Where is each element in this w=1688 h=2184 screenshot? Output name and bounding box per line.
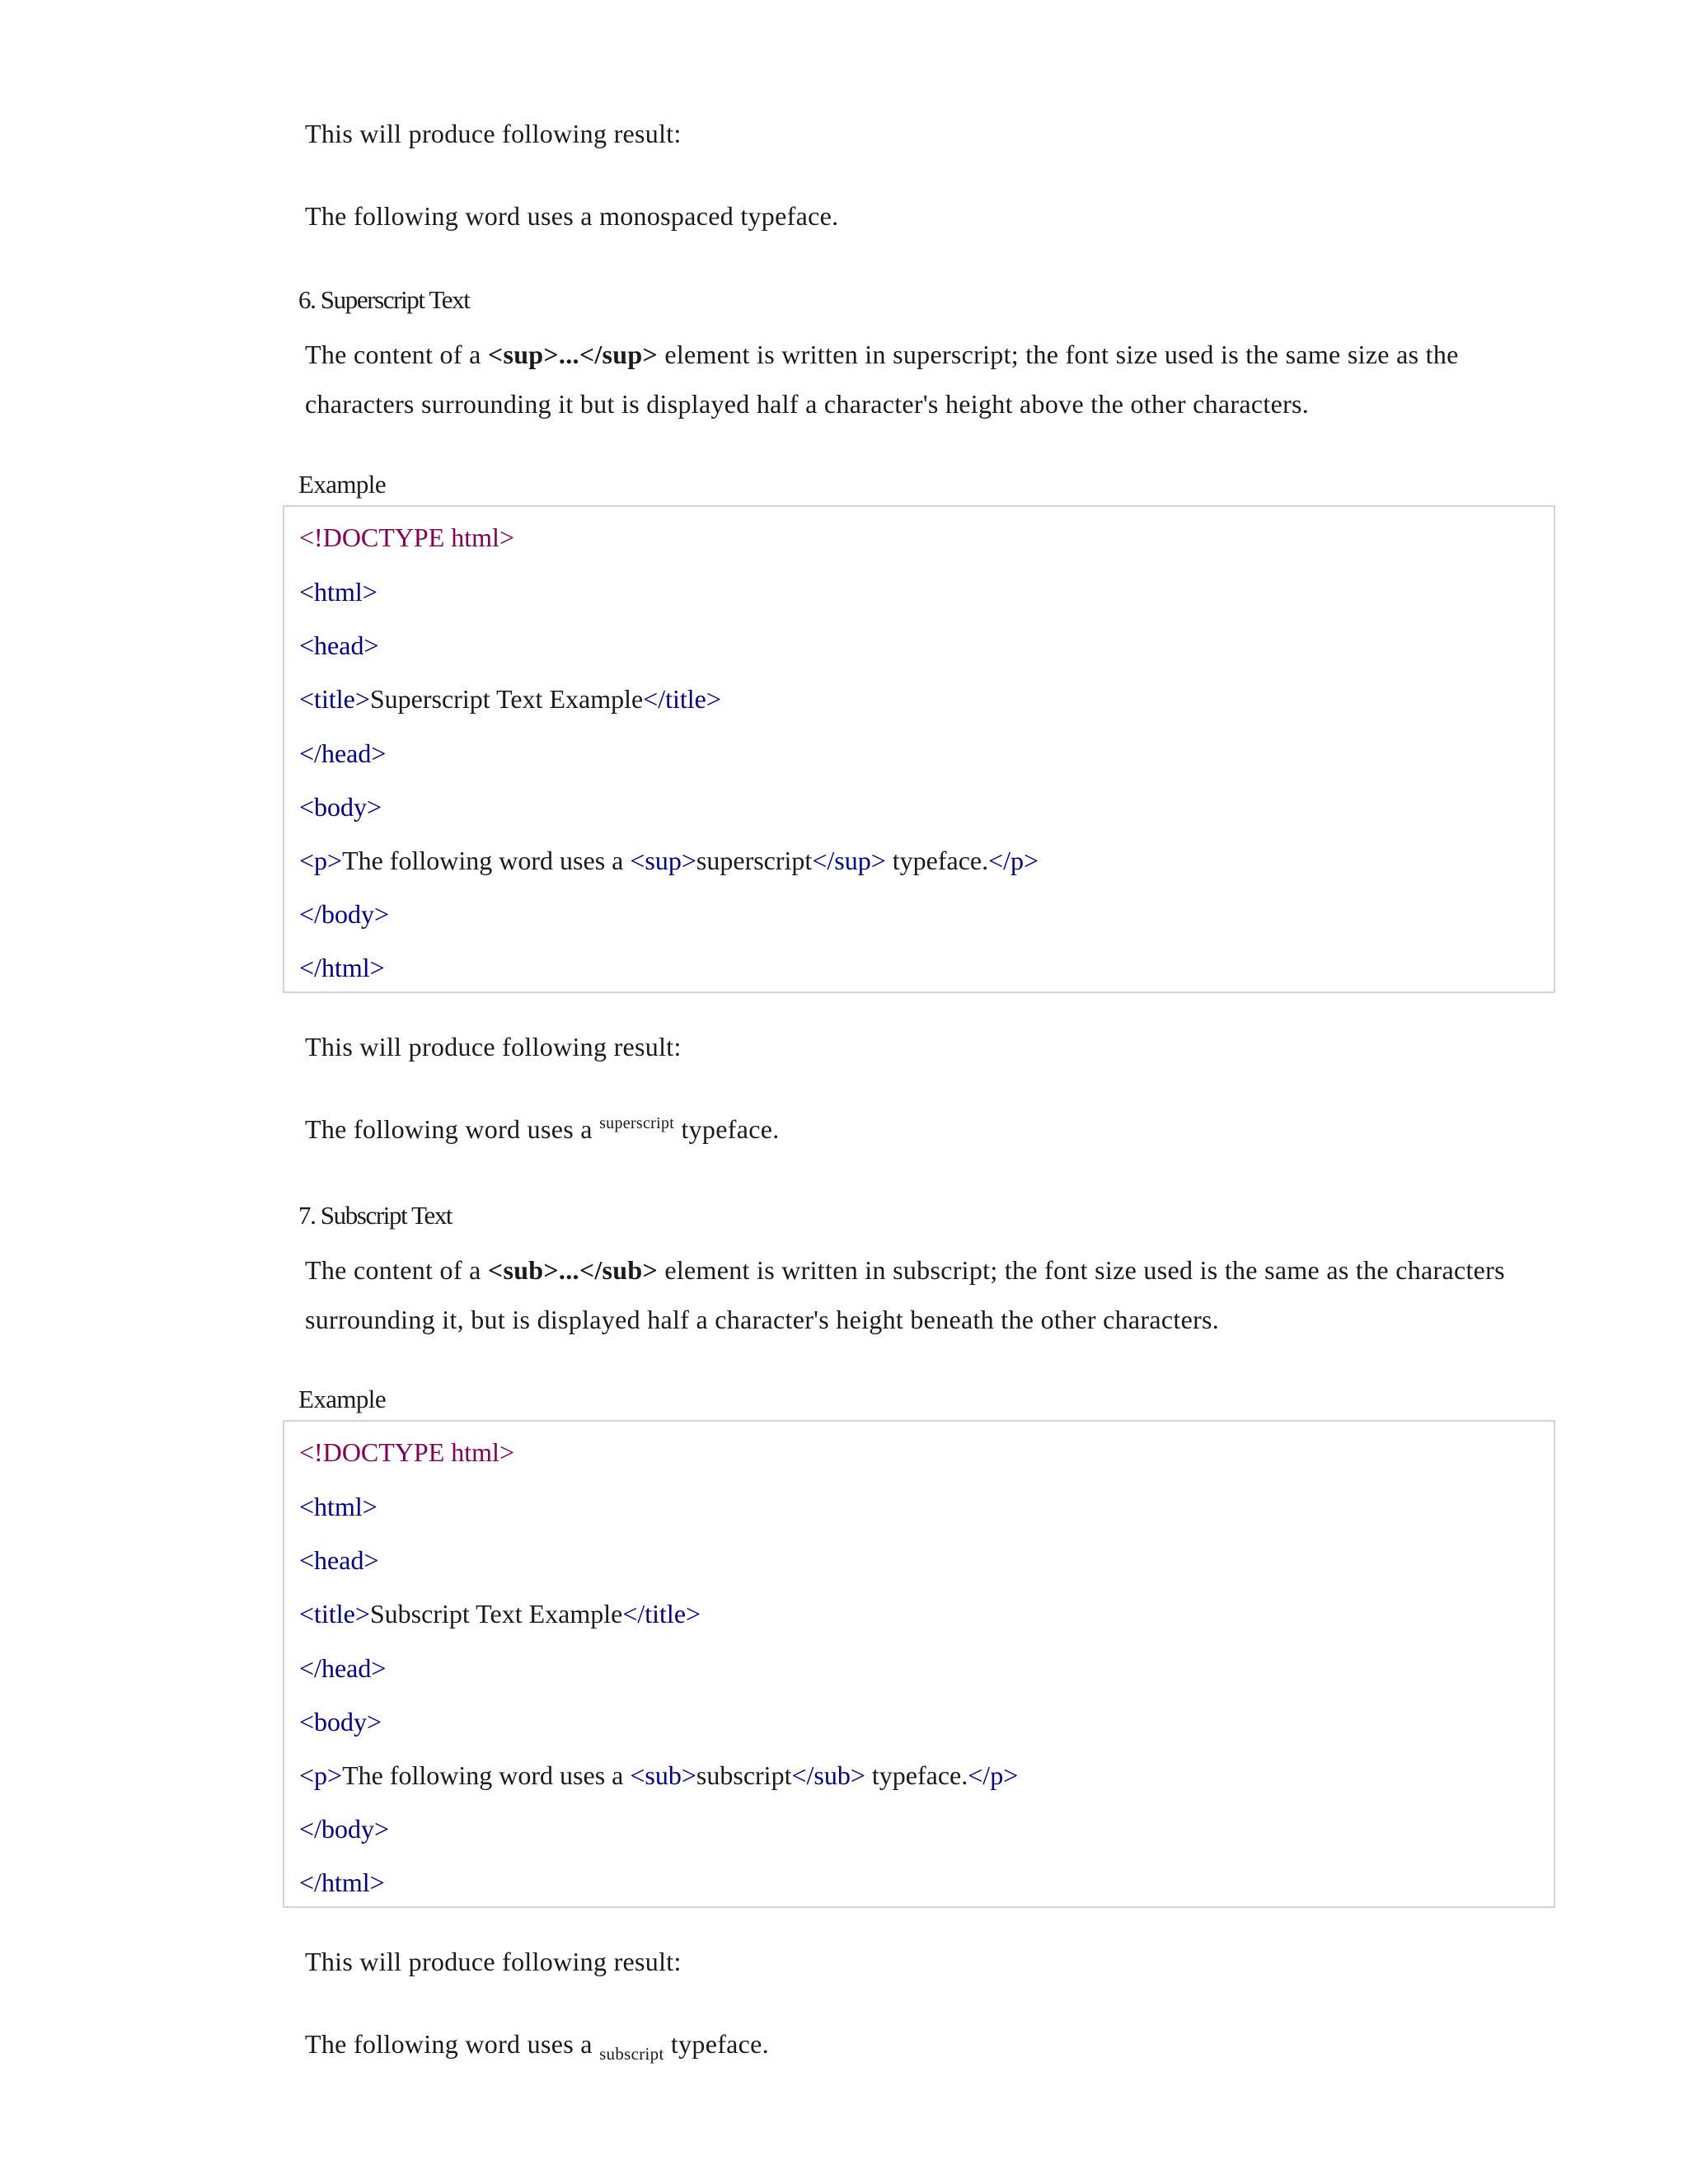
code-tag: <html> <box>299 577 377 607</box>
code-tag: <title> <box>299 1599 370 1629</box>
code-line <box>299 790 382 823</box>
code-tag: </sub> <box>791 1760 865 1790</box>
code-line <box>299 1597 701 1630</box>
code-tag: <title> <box>299 684 370 714</box>
result-text: typeface. <box>663 2029 769 2059</box>
code-tag: <body> <box>299 1707 382 1736</box>
code-tag: <body> <box>299 792 382 822</box>
code-line <box>299 1705 382 1738</box>
code-tag: </body> <box>299 899 389 929</box>
code-line <box>299 844 1039 877</box>
code-line <box>299 629 379 662</box>
code-tag: </p> <box>988 846 1039 875</box>
code-line <box>299 1544 379 1577</box>
code-line <box>299 898 389 930</box>
code-tag: </sup> <box>812 846 886 875</box>
code-tag: </p> <box>968 1760 1019 1790</box>
desc-text: element is written in superscript; the font size used is the same size as the <box>658 340 1459 369</box>
code-tag: <head> <box>299 1545 379 1575</box>
result-intro-superscript: This will produce following result: <box>305 1032 682 1062</box>
code-tag: </title> <box>622 1599 701 1629</box>
code-line <box>299 575 377 608</box>
code-block-subscript <box>283 1420 1555 1908</box>
code-text: Subscript Text Example <box>369 1599 623 1629</box>
code-tag: <p> <box>299 846 343 875</box>
code-tag: </body> <box>299 1814 389 1844</box>
subscript-description-line2: surrounding it, but is displayed half a character's height beneath the other characters. <box>305 1305 1220 1334</box>
code-tag: <sup> <box>630 846 696 875</box>
superscript-description-line2: characters surrounding it but is displayed half a character's height above the other characters. <box>305 389 1310 419</box>
code-line <box>299 682 721 715</box>
code-tag: <html> <box>299 1492 377 1521</box>
result-text-subscript <box>305 2019 1541 2069</box>
subscript-description <box>305 1245 1541 1295</box>
code-line <box>299 1652 386 1685</box>
code-tag: <p> <box>299 1760 343 1790</box>
code-doctype: <!DOCTYPE html> <box>299 1437 514 1467</box>
example-label-subscript: Example <box>298 1385 386 1413</box>
code-line <box>299 951 385 984</box>
code-text: superscript <box>696 846 813 875</box>
code-line <box>299 1866 385 1899</box>
result-intro-tt: This will produce following result: <box>305 119 682 148</box>
code-line <box>299 737 386 770</box>
section-heading-subscript: 7. Subscript Text <box>298 1201 452 1230</box>
code-tag: </title> <box>643 684 721 714</box>
superscript-demo-word: superscript <box>599 1114 675 1132</box>
code-tag: </head> <box>299 1653 387 1683</box>
result-text-superscript <box>305 1104 1541 1154</box>
code-block-superscript <box>283 505 1555 993</box>
code-tag: </head> <box>299 738 387 768</box>
result-text: The following word uses a <box>305 1114 600 1144</box>
code-line <box>299 1490 377 1523</box>
code-line <box>299 1759 1018 1792</box>
code-line <box>299 1436 514 1469</box>
desc-text: element is written in subscript; the font size used is the same as the characters <box>658 1255 1505 1285</box>
code-tag: </html> <box>299 1868 385 1897</box>
code-tag: <head> <box>299 630 379 660</box>
section-heading-superscript: 6. Superscript Text <box>298 285 470 314</box>
code-doctype: <!DOCTYPE html> <box>299 523 514 552</box>
code-tag: <sub> <box>630 1760 696 1790</box>
code-text: The following word uses a <box>342 846 631 875</box>
result-text: The following word uses a <box>305 2029 600 2059</box>
subscript-demo-word: subscript <box>599 2044 664 2064</box>
code-text: subscript <box>696 1760 792 1790</box>
superscript-description <box>305 330 1541 379</box>
code-text: The following word uses a <box>342 1760 631 1790</box>
result-intro-subscript: This will produce following result: <box>305 1947 682 1976</box>
desc-inline-code: <sub>...</sub> <box>487 1255 659 1285</box>
desc-inline-code: <sup>...</sup> <box>487 340 659 369</box>
code-line <box>299 521 514 554</box>
result-text: typeface. <box>674 1114 780 1144</box>
desc-text: The content of a <box>305 340 488 369</box>
code-text: typeface. <box>885 846 989 875</box>
code-text: typeface. <box>865 1760 968 1790</box>
example-label-superscript: Example <box>298 470 386 499</box>
code-tag: </html> <box>299 953 385 982</box>
code-text: Superscript Text Example <box>369 684 644 714</box>
desc-text: The content of a <box>305 1255 488 1285</box>
code-line <box>299 1812 389 1845</box>
result-text-tt: The following word uses a monospaced typeface. <box>305 201 839 231</box>
